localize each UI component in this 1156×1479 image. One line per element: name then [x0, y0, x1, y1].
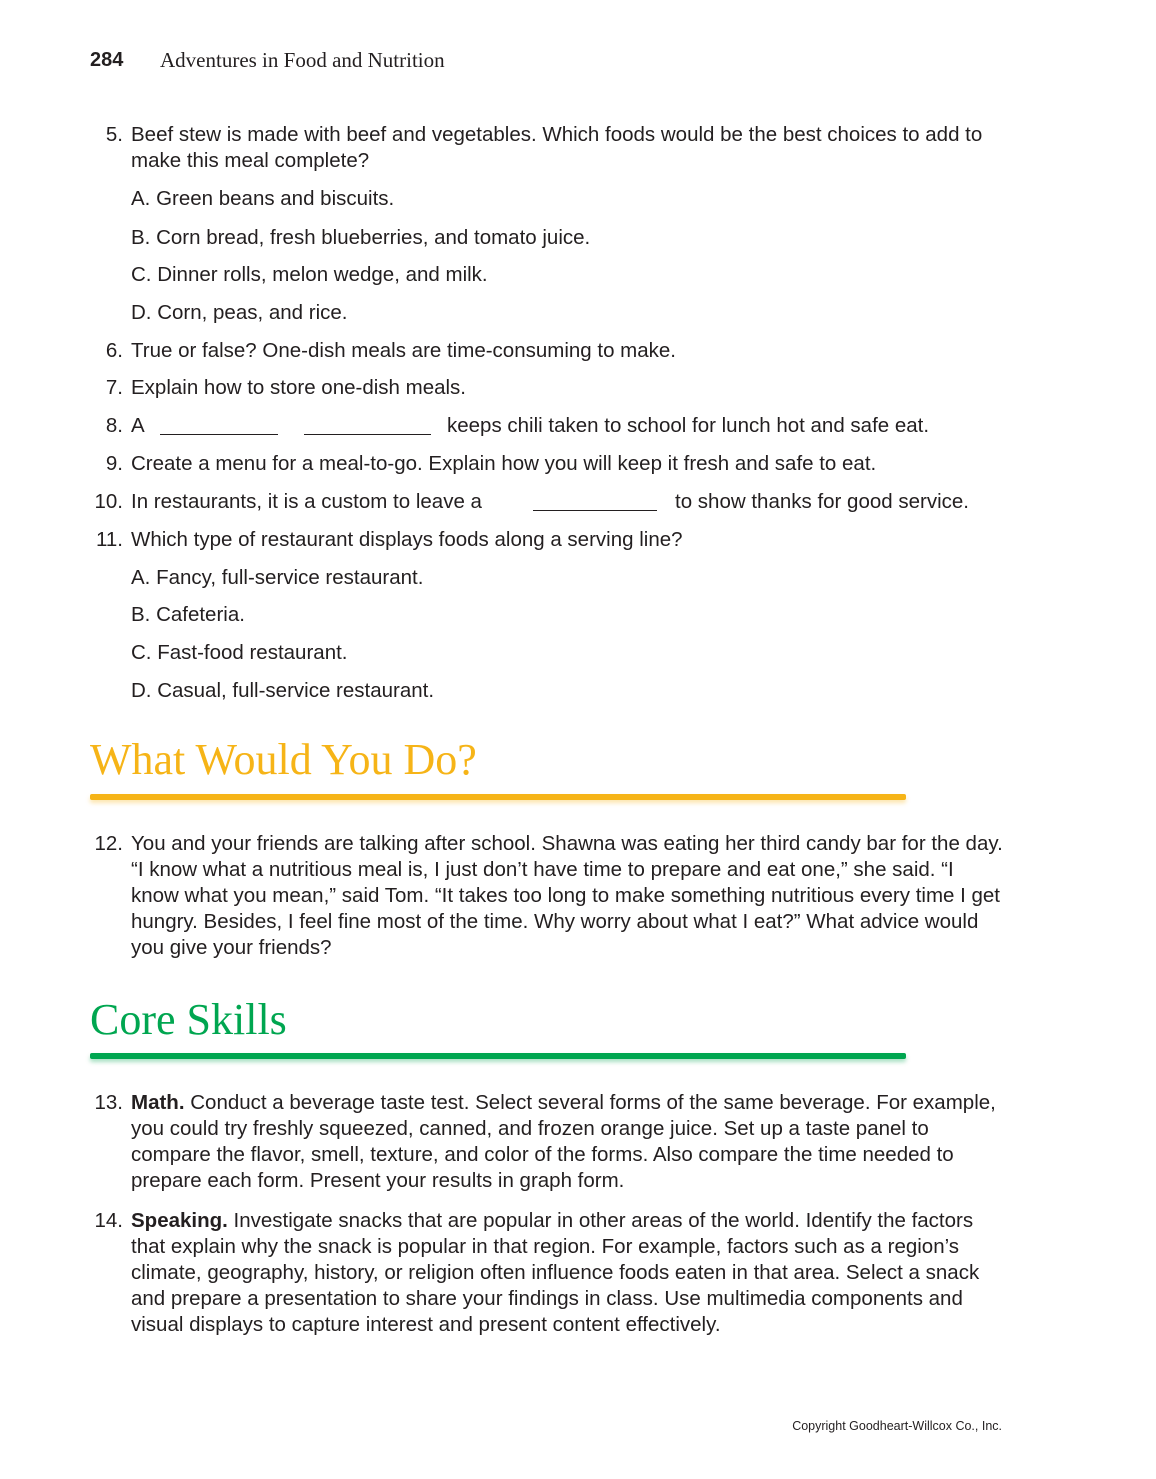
question-number: 8. — [105, 414, 123, 437]
question-text — [131, 1208, 1003, 1338]
question-text: Explain how to store one-dish meals. — [131, 376, 467, 399]
page-number: 284 — [90, 49, 124, 71]
question-number: 5. — [105, 123, 123, 146]
question-text: Create a menu for a meal-to-go. Explain how you will keep it fresh and safe to eat. — [131, 452, 877, 475]
question-number: 13. — [94, 1091, 123, 1114]
answer-option: D. Casual, full-service restaurant. — [131, 679, 435, 702]
question-text-suffix: to show thanks for good service. — [675, 490, 969, 513]
question-text — [131, 1090, 1003, 1194]
answer-option: B. Corn bread, fresh blueberries, and tomato juice. — [131, 226, 591, 249]
answer-blank[interactable] — [160, 434, 278, 435]
question-number: 11. — [96, 528, 123, 551]
section-title-what-would-you-do: What Would You Do? — [90, 735, 477, 784]
skill-label: Speaking. — [131, 1209, 228, 1232]
answer-option: C. Fast-food restaurant. — [131, 641, 348, 664]
answer-option: C. Dinner rolls, melon wedge, and milk. — [131, 263, 488, 286]
question-text-suffix: keeps chili taken to school for lunch hot and safe eat. — [447, 414, 930, 437]
skill-description: Conduct a beverage taste test. Select several forms of the same beverage. For example, you could try freshly squeezed, canned, and frozen orange juice. Set up a taste panel to compare the flavor, smell, texture, and color of the forms. Also compare the time needed to prepare each form. Present your results in graph form. — [131, 1091, 996, 1192]
question-number: 9. — [105, 452, 123, 475]
answer-option: A. Green beans and biscuits. — [131, 187, 395, 210]
question-number: 7. — [105, 376, 123, 399]
answer-blank[interactable] — [304, 434, 431, 435]
answer-option: B. Cafeteria. — [131, 603, 245, 626]
book-title: Adventures in Food and Nutrition — [160, 48, 445, 72]
question-number: 14. — [94, 1209, 123, 1232]
section-title-core-skills: Core Skills — [90, 995, 287, 1044]
question-number: 12. — [94, 832, 123, 855]
skill-description: Investigate snacks that are popular in other areas of the world. Identify the factors that explain why the snack is popular in that region. For example, factors such as a region’s climate, geography, history, or religion often influence foods eaten in that area. Select a snack and prepare a presentation to share your findings in class. Use multimedia components and visual displays to capture interest and present content effectively. — [131, 1209, 980, 1336]
section-rule — [90, 1053, 906, 1059]
question-text-prefix: In restaurants, it is a custom to leave a — [131, 490, 482, 513]
question-10 — [0, 489, 1156, 515]
answer-option: D. Corn, peas, and rice. — [131, 301, 348, 324]
answer-blank[interactable] — [533, 510, 657, 511]
question-text: True or false? One-dish meals are time-consuming to make. — [131, 339, 676, 362]
question-8 — [0, 413, 1156, 439]
answer-option: A. Fancy, full-service restaurant. — [131, 566, 424, 589]
question-text: You and your friends are talking after school. Shawna was eating her third candy bar for the day. “I know what a nutritious meal is, I just don’t have time to prepare and eat one,” she said. “I know what you mean,” said Tom. “It takes too long to make something nutritious every time I get hungry. Besides, I feel fine most of the time. Why worry about what I eat?” What advice would you give your friends? — [131, 832, 1003, 959]
skill-label: Math. — [131, 1091, 185, 1114]
question-number: 10. — [94, 490, 123, 513]
copyright-notice: Copyright Goodheart-Willcox Co., Inc. — [792, 1419, 1002, 1433]
question-number: 6. — [105, 339, 123, 362]
section-rule — [90, 794, 906, 800]
question-text-prefix: A — [131, 414, 145, 437]
question-text: Which type of restaurant displays foods along a serving line? — [131, 528, 683, 551]
question-text: Beef stew is made with beef and vegetables. Which foods would be the best choices to add to make this meal complete? — [131, 123, 983, 172]
